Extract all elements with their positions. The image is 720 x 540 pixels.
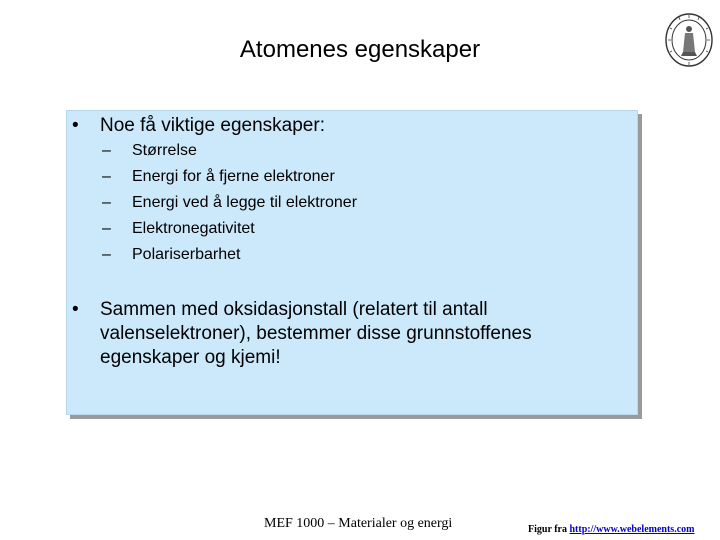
sub-item-text: Størrelse	[132, 142, 197, 159]
dash-marker: –	[102, 194, 111, 211]
dash-marker: –	[102, 220, 111, 237]
bullet-2-text: Sammen med oksidasjonstall (relatert til antall valenselektroner), bestemmer disse grunnstoffenes egenskaper og kjemi!	[100, 299, 532, 368]
bullet-marker: •	[72, 299, 79, 320]
sub-item-text: Elektronegativitet	[132, 220, 255, 237]
credit-prefix: Figur fra	[528, 524, 570, 535]
webelements-link[interactable]: http://www.webelements.com	[569, 524, 695, 535]
dash-marker: –	[102, 168, 111, 185]
figure-credit	[528, 524, 694, 535]
university-seal-icon	[664, 12, 714, 68]
footer-course: MEF 1000 – Materialer og energi	[264, 516, 453, 531]
sub-item-text: Polariserbarhet	[132, 246, 241, 263]
dash-marker: –	[102, 246, 111, 263]
slide-title: Atomenes egenskaper	[239, 36, 481, 63]
bullet-1-text: Noe få viktige egenskaper:	[100, 115, 325, 136]
sub-item-text: Energi for å fjerne elektroner	[132, 168, 335, 185]
dash-marker: –	[102, 142, 111, 159]
bullet-marker: •	[72, 115, 79, 136]
sub-item-text: Energi ved å legge til elektroner	[132, 194, 358, 211]
